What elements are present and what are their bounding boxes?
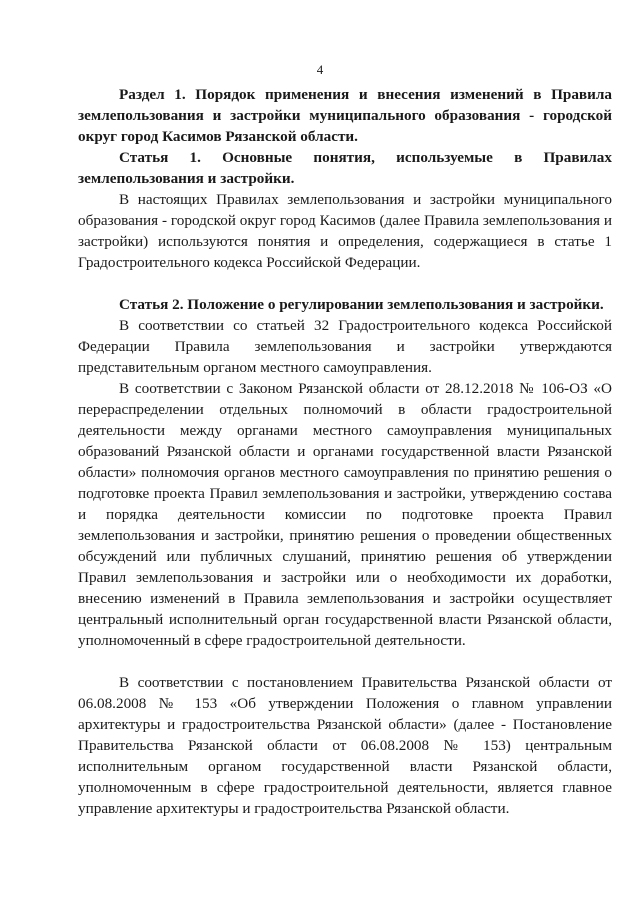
page-number: 4 xyxy=(316,62,324,77)
section-heading: Раздел 1. Порядок применения и внесения изменений в Правила землепользования и застройки муниципального образования - городской округ город Касимов Рязанской области. xyxy=(78,86,612,145)
article-2-heading: Статья 2. Положение о регулировании землепользования и застройки. xyxy=(119,296,604,313)
article-2-paragraph-3: В соответствии с постановлением Правительства Рязанской области от 06.08.2008 № 153 «Об утверждении Положения о главном управлении архитектуры и градостроительства Рязанской области» (далее - Постановление Правительства Рязанской области от 06.08.2008 № 153) центральным исполнительным органом государственной власти Рязанской области, уполномоченным в сфере градостроительной деятельности, является главное управление архитектуры и градостроительства Рязанской области. xyxy=(78,674,612,817)
article-2-paragraph-2: В соответствии с Законом Рязанской области от 28.12.2018 № 106-ОЗ «О перераспределении отдельных полномочий в области градостроительной деятельности между органами местного самоуправления муниципальных образований Рязанской области и органами государственной власти Рязанской области» полномочия органов местного самоуправления по принятию решения о подготовке проекта Правил землепользования и застройки, утверждению состава и порядка деятельности комиссии по подготовке проекта Правил землепользования и застройки, принятию решения о проведении общественных обсуждений или публичных слушаний, принятию решения об утверждении Правил землепользования и застройки или о необходимости их доработки, внесению изменений в Правила землепользования и застройки осуществляет центральный исполнительный орган государственной власти Рязанской области, уполномоченный в сфере градостроительной деятельности. xyxy=(78,380,612,649)
document-body xyxy=(78,84,612,819)
article-1-heading: Статья 1. Основные понятия, используемые в Правилах землепользования и застройки. xyxy=(78,149,612,187)
article-2-paragraph-1: В соответствии со статьей 32 Градостроительного кодекса Российской Федерации Правила землепользования и застройки утверждаются представительным органом местного самоуправления. xyxy=(78,317,612,376)
article-1-paragraph-1: В настоящих Правилах землепользования и застройки муниципального образования - городской округ город Касимов (далее Правила землепользования и застройки) используются понятия и определения, содержащиеся в статье 1 Градостроительного кодекса Российской Федерации. xyxy=(78,191,612,271)
